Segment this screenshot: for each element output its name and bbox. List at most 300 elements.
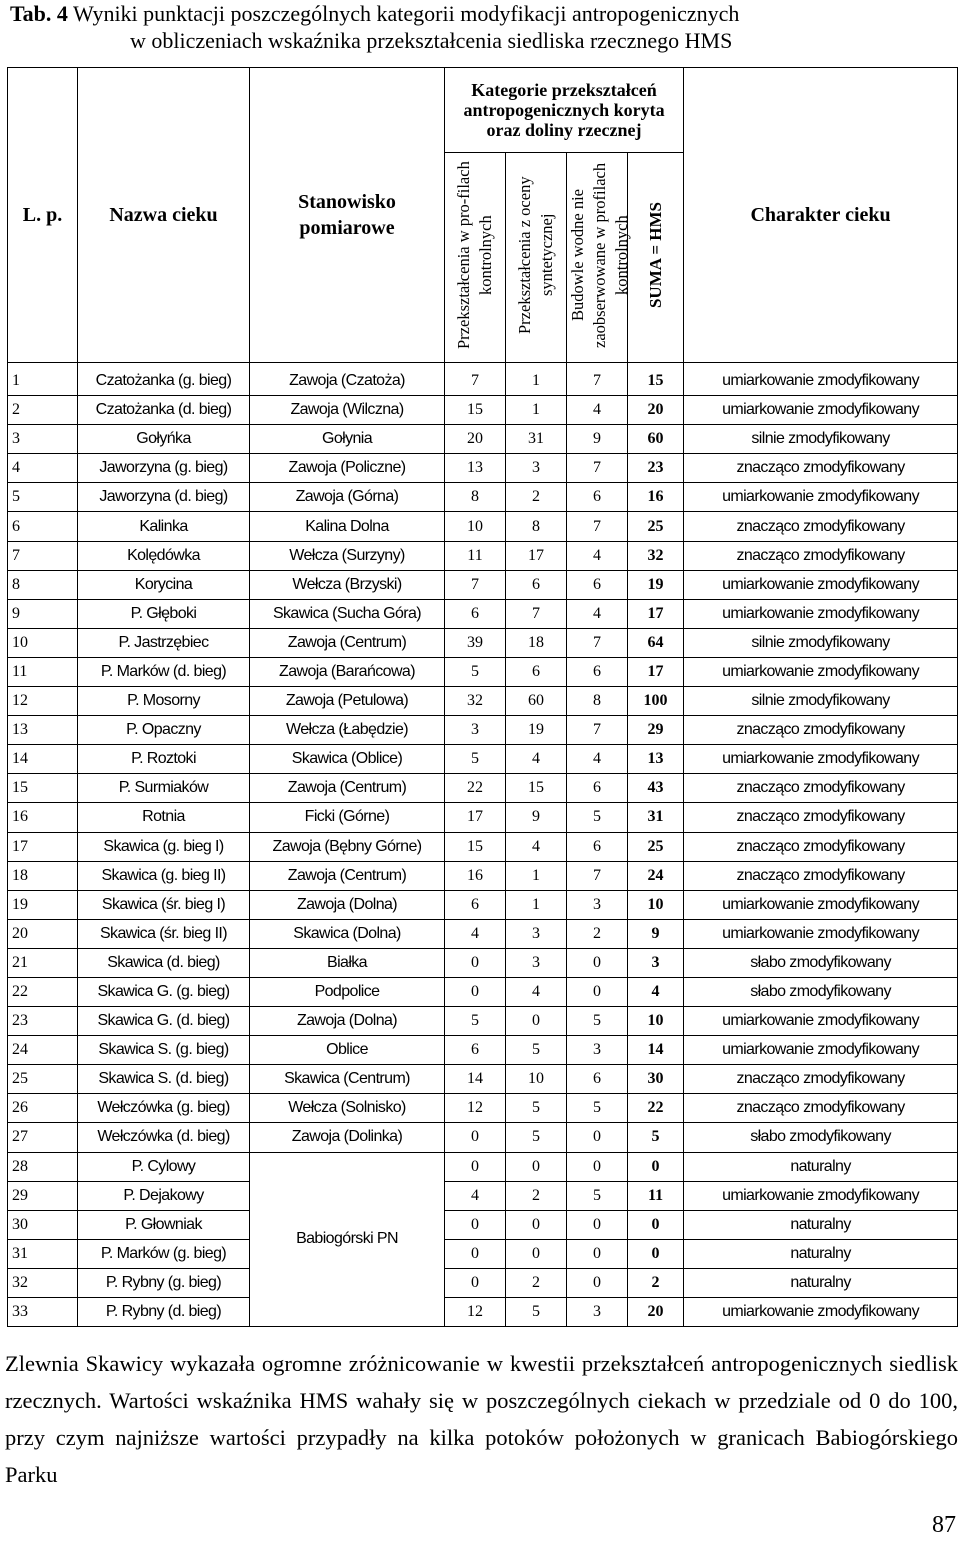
cell-name: Czatożanka (g. bieg)	[78, 363, 250, 396]
cell-category-1: 16	[445, 861, 506, 890]
cell-character: naturalny	[684, 1152, 958, 1181]
cell-category-2: 10	[506, 1065, 567, 1094]
cell-lp: 6	[8, 512, 78, 541]
table-row	[8, 1181, 958, 1210]
cell-category-1: 12	[445, 1094, 506, 1123]
cell-lp: 7	[8, 541, 78, 570]
table-row	[8, 1007, 958, 1036]
cell-sum: 5	[628, 1123, 684, 1152]
cell-category-3: 0	[567, 1268, 628, 1297]
cell-sum: 24	[628, 861, 684, 890]
cell-name: Korycina	[78, 570, 250, 599]
cell-category-1: 5	[445, 745, 506, 774]
cell-sum: 0	[628, 1210, 684, 1239]
cell-lp: 28	[8, 1152, 78, 1181]
cell-name: P. Rybny (d. bieg)	[78, 1298, 250, 1327]
cell-category-2: 9	[506, 803, 567, 832]
cell-name: Skawica (d. bieg)	[78, 948, 250, 977]
cell-name: Czatożanka (d. bieg)	[78, 396, 250, 425]
cell-lp: 18	[8, 861, 78, 890]
cell-name: P. Marków (d. bieg)	[78, 657, 250, 686]
cell-category-3: 5	[567, 1181, 628, 1210]
cell-character: znacząco zmodyfikowany	[684, 1094, 958, 1123]
cell-lp: 30	[8, 1210, 78, 1239]
cell-station: Zawoja (Górna)	[250, 483, 445, 512]
cell-lp: 22	[8, 977, 78, 1006]
cell-category-1: 7	[445, 570, 506, 599]
cell-name: P. Marków (g. bieg)	[78, 1239, 250, 1268]
cell-sum: 14	[628, 1036, 684, 1065]
cell-sum: 19	[628, 570, 684, 599]
cell-name: P. Dejakowy	[78, 1181, 250, 1210]
cell-category-3: 6	[567, 657, 628, 686]
hms-results-table	[7, 67, 958, 1327]
cell-sum: 60	[628, 425, 684, 454]
cell-name: Skawica (śr. bieg II)	[78, 919, 250, 948]
cell-lp: 33	[8, 1298, 78, 1327]
cell-category-3: 5	[567, 803, 628, 832]
cell-category-3: 0	[567, 1210, 628, 1239]
table-number: Tab. 4	[10, 1, 68, 26]
cell-category-2: 6	[506, 657, 567, 686]
header-sum: SUMA = HMS	[628, 153, 684, 363]
cell-category-3: 7	[567, 512, 628, 541]
table-row	[8, 832, 958, 861]
cell-category-3: 3	[567, 1298, 628, 1327]
cell-lp: 5	[8, 483, 78, 512]
cell-sum: 16	[628, 483, 684, 512]
cell-station: Zawoja (Bębny Górne)	[250, 832, 445, 861]
cell-lp: 27	[8, 1123, 78, 1152]
cell-category-2: 1	[506, 396, 567, 425]
cell-sum: 0	[628, 1152, 684, 1181]
cell-sum: 4	[628, 977, 684, 1006]
cell-category-3: 8	[567, 687, 628, 716]
cell-station: Zawoja (Czatoża)	[250, 363, 445, 396]
cell-category-3: 0	[567, 977, 628, 1006]
cell-character: umiarkowanie zmodyfikowany	[684, 1298, 958, 1327]
cell-category-3: 4	[567, 745, 628, 774]
cell-category-2: 6	[506, 570, 567, 599]
cell-sum: 20	[628, 1298, 684, 1327]
cell-station: Kalina Dolna	[250, 512, 445, 541]
table-row	[8, 774, 958, 803]
cell-lp: 1	[8, 363, 78, 396]
table-row	[8, 861, 958, 890]
cell-name: P. Rybny (g. bieg)	[78, 1268, 250, 1297]
cell-category-3: 4	[567, 599, 628, 628]
cell-category-3: 7	[567, 716, 628, 745]
cell-station: Zawoja (Barańcowa)	[250, 657, 445, 686]
cell-category-1: 0	[445, 948, 506, 977]
cell-name: Jaworzyna (d. bieg)	[78, 483, 250, 512]
cell-lp: 12	[8, 687, 78, 716]
cell-category-1: 0	[445, 1152, 506, 1181]
cell-name: Skawica (g. bieg I)	[78, 832, 250, 861]
cell-lp: 23	[8, 1007, 78, 1036]
table-row	[8, 1298, 958, 1327]
cell-category-1: 11	[445, 541, 506, 570]
cell-name: Skawica (g. bieg II)	[78, 861, 250, 890]
cell-category-2: 0	[506, 1152, 567, 1181]
cell-name: Jaworzyna (g. bieg)	[78, 454, 250, 483]
cell-category-2: 2	[506, 483, 567, 512]
cell-sum: 25	[628, 512, 684, 541]
cell-character: naturalny	[684, 1268, 958, 1297]
cell-lp: 32	[8, 1268, 78, 1297]
header-lp: L. p.	[8, 68, 78, 363]
cell-character: umiarkowanie zmodyfikowany	[684, 483, 958, 512]
cell-lp: 20	[8, 919, 78, 948]
cell-category-2: 1	[506, 890, 567, 919]
cell-name: P. Opaczny	[78, 716, 250, 745]
cell-station: Podpolice	[250, 977, 445, 1006]
cell-category-3: 3	[567, 1036, 628, 1065]
cell-sum: 0	[628, 1239, 684, 1268]
cell-station-merged: Babiogórski PN	[250, 1152, 445, 1327]
cell-category-3: 2	[567, 919, 628, 948]
cell-category-2: 0	[506, 1239, 567, 1268]
table-row	[8, 425, 958, 454]
cell-category-3: 7	[567, 861, 628, 890]
cell-lp: 10	[8, 628, 78, 657]
cell-character: umiarkowanie zmodyfikowany	[684, 890, 958, 919]
cell-lp: 9	[8, 599, 78, 628]
cell-name: P. Surmiaków	[78, 774, 250, 803]
cell-character: naturalny	[684, 1210, 958, 1239]
cell-name: Skawica S. (d. bieg)	[78, 1065, 250, 1094]
cell-character: znacząco zmodyfikowany	[684, 541, 958, 570]
cell-sum: 11	[628, 1181, 684, 1210]
cell-character: umiarkowanie zmodyfikowany	[684, 1007, 958, 1036]
cell-category-3: 6	[567, 483, 628, 512]
cell-category-3: 0	[567, 948, 628, 977]
cell-character: słabo zmodyfikowany	[684, 977, 958, 1006]
cell-sum: 20	[628, 396, 684, 425]
header-character: Charakter cieku	[684, 68, 958, 363]
cell-character: umiarkowanie zmodyfikowany	[684, 1036, 958, 1065]
cell-lp: 2	[8, 396, 78, 425]
cell-lp: 19	[8, 890, 78, 919]
cell-station: Wełcza (Łabędzie)	[250, 716, 445, 745]
cell-character: znacząco zmodyfikowany	[684, 512, 958, 541]
cell-sum: 31	[628, 803, 684, 832]
cell-sum: 29	[628, 716, 684, 745]
caption-line-1: Wyniki punktacji poszczególnych kategorii modyfikacji antropogenicznych	[73, 1, 740, 26]
cell-category-2: 0	[506, 1007, 567, 1036]
table-row	[8, 803, 958, 832]
cell-sum: 15	[628, 363, 684, 396]
cell-category-1: 4	[445, 1181, 506, 1210]
header-category-2: Przekształcenia z oceny syntetycznej	[506, 153, 567, 363]
cell-character: umiarkowanie zmodyfikowany	[684, 745, 958, 774]
cell-character: znacząco zmodyfikowany	[684, 832, 958, 861]
table-row	[8, 1065, 958, 1094]
table-row	[8, 745, 958, 774]
cell-sum: 100	[628, 687, 684, 716]
cell-lp: 17	[8, 832, 78, 861]
cell-category-2: 7	[506, 599, 567, 628]
cell-category-2: 4	[506, 745, 567, 774]
cell-category-3: 6	[567, 1065, 628, 1094]
cell-sum: 10	[628, 890, 684, 919]
table-row	[8, 919, 958, 948]
table-row	[8, 628, 958, 657]
cell-category-3: 5	[567, 1007, 628, 1036]
cell-name: Wełczówka (g. bieg)	[78, 1094, 250, 1123]
cell-character: naturalny	[684, 1239, 958, 1268]
table-row	[8, 570, 958, 599]
cell-category-1: 0	[445, 977, 506, 1006]
cell-category-2: 4	[506, 832, 567, 861]
cell-category-1: 13	[445, 454, 506, 483]
header-categories: Kategorie przekształceń antropogenicznych koryta oraz doliny rzecznej	[445, 68, 684, 153]
cell-character: znacząco zmodyfikowany	[684, 1065, 958, 1094]
cell-station: Oblice	[250, 1036, 445, 1065]
cell-category-2: 2	[506, 1181, 567, 1210]
table-row	[8, 948, 958, 977]
cell-station: Skawica (Centrum)	[250, 1065, 445, 1094]
cell-lp: 26	[8, 1094, 78, 1123]
cell-name: Rotnia	[78, 803, 250, 832]
cell-station: Zawoja (Policzne)	[250, 454, 445, 483]
cell-category-3: 6	[567, 570, 628, 599]
cell-category-2: 3	[506, 454, 567, 483]
cell-category-3: 7	[567, 454, 628, 483]
cell-category-2: 5	[506, 1123, 567, 1152]
cell-character: umiarkowanie zmodyfikowany	[684, 570, 958, 599]
cell-category-1: 22	[445, 774, 506, 803]
table-row	[8, 1239, 958, 1268]
cell-sum: 17	[628, 599, 684, 628]
cell-character: znacząco zmodyfikowany	[684, 861, 958, 890]
cell-category-1: 14	[445, 1065, 506, 1094]
cell-category-2: 8	[506, 512, 567, 541]
cell-station: Wełcza (Brzyski)	[250, 570, 445, 599]
cell-station: Zawoja (Dolna)	[250, 890, 445, 919]
table-row	[8, 363, 958, 396]
cell-character: znacząco zmodyfikowany	[684, 716, 958, 745]
cell-category-2: 5	[506, 1094, 567, 1123]
cell-category-3: 5	[567, 1094, 628, 1123]
cell-category-3: 7	[567, 628, 628, 657]
cell-sum: 17	[628, 657, 684, 686]
cell-name: P. Głęboki	[78, 599, 250, 628]
cell-character: umiarkowanie zmodyfikowany	[684, 363, 958, 396]
cell-category-3: 6	[567, 832, 628, 861]
cell-category-2: 2	[506, 1268, 567, 1297]
cell-sum: 23	[628, 454, 684, 483]
cell-name: Kalinka	[78, 512, 250, 541]
header-name: Nazwa cieku	[78, 68, 250, 363]
cell-station: Skawica (Sucha Góra)	[250, 599, 445, 628]
table-row	[8, 1268, 958, 1297]
cell-station: Gołynia	[250, 425, 445, 454]
cell-lp: 4	[8, 454, 78, 483]
cell-category-2: 1	[506, 363, 567, 396]
cell-category-3: 0	[567, 1152, 628, 1181]
cell-character: znacząco zmodyfikowany	[684, 803, 958, 832]
cell-category-1: 8	[445, 483, 506, 512]
cell-character: umiarkowanie zmodyfikowany	[684, 599, 958, 628]
table-caption	[10, 0, 950, 54]
cell-category-2: 4	[506, 977, 567, 1006]
cell-character: umiarkowanie zmodyfikowany	[684, 396, 958, 425]
cell-station: Skawica (Dolna)	[250, 919, 445, 948]
cell-sum: 43	[628, 774, 684, 803]
cell-category-1: 0	[445, 1268, 506, 1297]
table-row	[8, 454, 958, 483]
cell-lp: 29	[8, 1181, 78, 1210]
cell-station: Zawoja (Petulowa)	[250, 687, 445, 716]
cell-character: umiarkowanie zmodyfikowany	[684, 919, 958, 948]
cell-character: umiarkowanie zmodyfikowany	[684, 657, 958, 686]
cell-station: Wełcza (Solnisko)	[250, 1094, 445, 1123]
cell-character: znacząco zmodyfikowany	[684, 774, 958, 803]
cell-name: P. Jastrzębiec	[78, 628, 250, 657]
cell-name: Kolędówka	[78, 541, 250, 570]
header-station: Stanowisko pomiarowe	[250, 68, 445, 363]
cell-character: silnie zmodyfikowany	[684, 687, 958, 716]
cell-category-1: 32	[445, 687, 506, 716]
cell-category-1: 39	[445, 628, 506, 657]
table-row	[8, 716, 958, 745]
cell-category-2: 3	[506, 919, 567, 948]
cell-name: P. Mosorny	[78, 687, 250, 716]
cell-lp: 24	[8, 1036, 78, 1065]
cell-lp: 11	[8, 657, 78, 686]
cell-category-2: 5	[506, 1036, 567, 1065]
cell-category-2: 60	[506, 687, 567, 716]
cell-category-1: 4	[445, 919, 506, 948]
cell-lp: 16	[8, 803, 78, 832]
cell-station: Zawoja (Dolinka)	[250, 1123, 445, 1152]
body-paragraph: Zlewnia Skawicy wykazała ogromne zróżnicowanie w kwestii przekształceń antropogenicznych siedlisk rzecznych. Wartości wskaźnika HMS wahały się w poszczególnych ciekach w przedziale od 0 do 100, przy czym najniższe wartości przypadły na kilka potoków położonych w granicach Babiogórskiego Parku	[5, 1351, 958, 1487]
cell-name: P. Głowniak	[78, 1210, 250, 1239]
cell-sum: 30	[628, 1065, 684, 1094]
page-number: 87	[932, 1512, 956, 1538]
cell-name: Skawica (śr. bieg I)	[78, 890, 250, 919]
table-row	[8, 890, 958, 919]
cell-character: słabo zmodyfikowany	[684, 1123, 958, 1152]
cell-category-2: 17	[506, 541, 567, 570]
table-row	[8, 1036, 958, 1065]
cell-category-3: 0	[567, 1239, 628, 1268]
cell-character: słabo zmodyfikowany	[684, 948, 958, 977]
cell-category-1: 5	[445, 1007, 506, 1036]
cell-sum: 10	[628, 1007, 684, 1036]
cell-name: Skawica G. (d. bieg)	[78, 1007, 250, 1036]
cell-lp: 14	[8, 745, 78, 774]
cell-category-3: 0	[567, 1123, 628, 1152]
cell-character: umiarkowanie zmodyfikowany	[684, 1181, 958, 1210]
cell-category-1: 6	[445, 1036, 506, 1065]
cell-category-1: 20	[445, 425, 506, 454]
cell-category-1: 10	[445, 512, 506, 541]
cell-category-1: 0	[445, 1123, 506, 1152]
table-row	[8, 977, 958, 1006]
cell-category-1: 15	[445, 396, 506, 425]
table-row	[8, 1152, 958, 1181]
cell-name: Skawica G. (g. bieg)	[78, 977, 250, 1006]
cell-lp: 31	[8, 1239, 78, 1268]
table-row	[8, 396, 958, 425]
cell-name: P. Roztoki	[78, 745, 250, 774]
cell-category-1: 0	[445, 1239, 506, 1268]
cell-station: Wełcza (Surzyny)	[250, 541, 445, 570]
cell-category-2: 15	[506, 774, 567, 803]
cell-category-3: 9	[567, 425, 628, 454]
cell-category-3: 4	[567, 396, 628, 425]
cell-category-1: 12	[445, 1298, 506, 1327]
cell-category-2: 19	[506, 716, 567, 745]
cell-station: Zawoja (Centrum)	[250, 774, 445, 803]
cell-lp: 25	[8, 1065, 78, 1094]
cell-category-3: 3	[567, 890, 628, 919]
cell-sum: 64	[628, 628, 684, 657]
cell-category-1: 7	[445, 363, 506, 396]
table-row	[8, 599, 958, 628]
cell-sum: 13	[628, 745, 684, 774]
cell-category-2: 5	[506, 1298, 567, 1327]
cell-category-3: 4	[567, 541, 628, 570]
cell-station: Skawica (Oblice)	[250, 745, 445, 774]
cell-category-1: 0	[445, 1210, 506, 1239]
caption-line-2: w obliczeniach wskaźnika przekształcenia siedliska rzecznego HMS	[130, 28, 733, 53]
cell-category-3: 6	[567, 774, 628, 803]
cell-sum: 25	[628, 832, 684, 861]
cell-sum: 22	[628, 1094, 684, 1123]
cell-station: Zawoja (Centrum)	[250, 861, 445, 890]
cell-character: silnie zmodyfikowany	[684, 425, 958, 454]
cell-category-2: 1	[506, 861, 567, 890]
cell-category-1: 15	[445, 832, 506, 861]
cell-character: silnie zmodyfikowany	[684, 628, 958, 657]
cell-category-2: 31	[506, 425, 567, 454]
cell-station: Zawoja (Wilczna)	[250, 396, 445, 425]
cell-lp: 15	[8, 774, 78, 803]
cell-station: Białka	[250, 948, 445, 977]
cell-category-2: 0	[506, 1210, 567, 1239]
table-row	[8, 512, 958, 541]
cell-lp: 8	[8, 570, 78, 599]
cell-sum: 9	[628, 919, 684, 948]
cell-category-1: 6	[445, 599, 506, 628]
cell-lp: 21	[8, 948, 78, 977]
cell-station: Zawoja (Dolna)	[250, 1007, 445, 1036]
table-row	[8, 657, 958, 686]
cell-category-1: 5	[445, 657, 506, 686]
table-row	[8, 687, 958, 716]
cell-station: Zawoja (Centrum)	[250, 628, 445, 657]
cell-name: P. Cylowy	[78, 1152, 250, 1181]
cell-station: Ficki (Górne)	[250, 803, 445, 832]
cell-character: znacząco zmodyfikowany	[684, 454, 958, 483]
cell-category-1: 17	[445, 803, 506, 832]
header-category-1: Przekształcenia w pro-filach kontrolnych	[445, 153, 506, 363]
table-row	[8, 1210, 958, 1239]
table-row	[8, 541, 958, 570]
cell-category-3: 7	[567, 363, 628, 396]
cell-category-1: 3	[445, 716, 506, 745]
table-row	[8, 483, 958, 512]
table-row	[8, 1123, 958, 1152]
cell-sum: 3	[628, 948, 684, 977]
table-row	[8, 1094, 958, 1123]
cell-name: Skawica S. (g. bieg)	[78, 1036, 250, 1065]
cell-sum: 32	[628, 541, 684, 570]
cell-lp: 3	[8, 425, 78, 454]
